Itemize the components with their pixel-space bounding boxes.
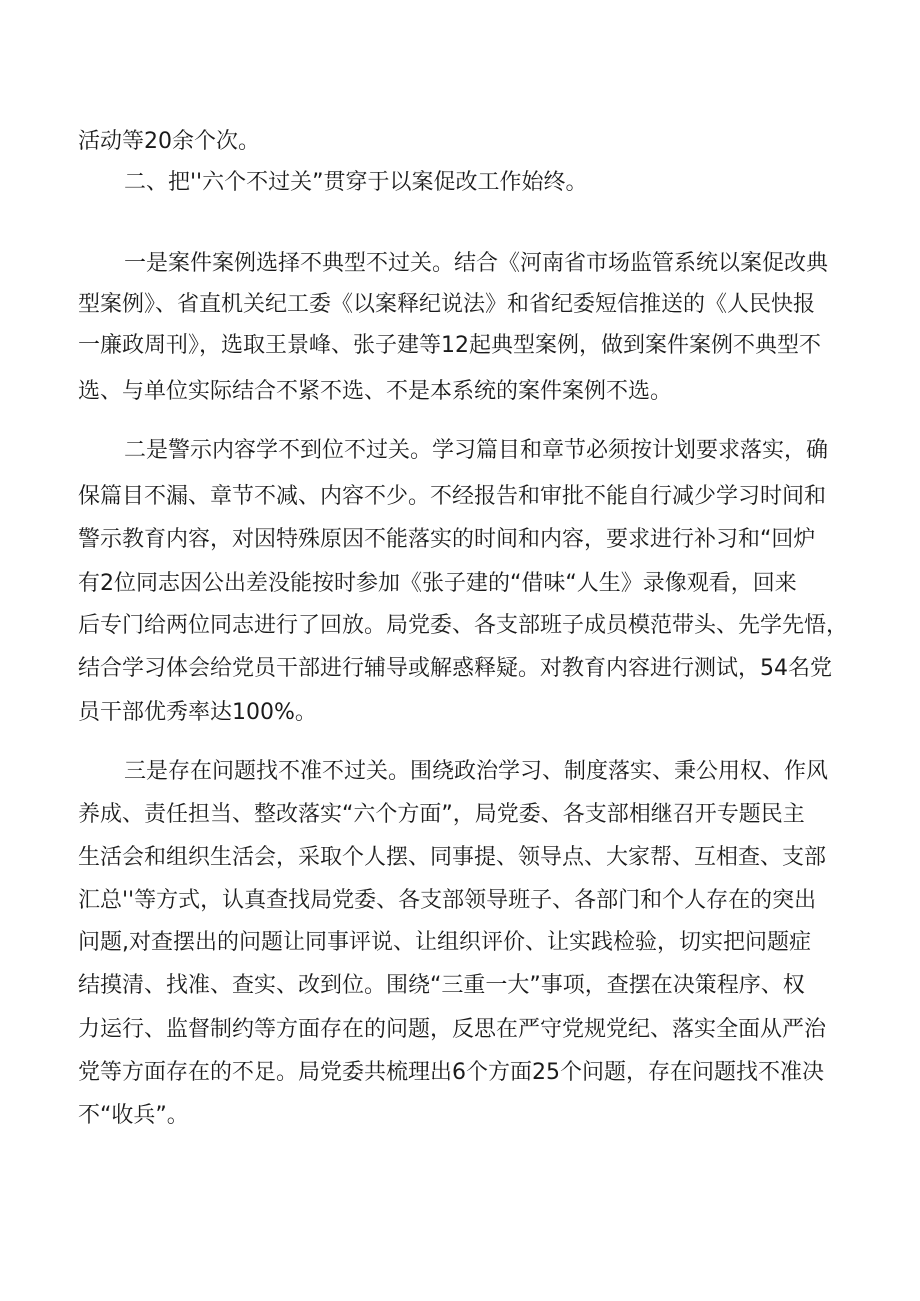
- text-line: 养成、责任担当、整改落实“六个方面”，局党委、各支部相继召开专题民主: [78, 802, 805, 827]
- text-line: 结摸清、找准、查实、改到位。围绕“三重一大”事项，查摆在决策程序、权: [78, 973, 805, 998]
- section-heading: 二、把''六个不过关”贯穿于以案促改工作始终。: [124, 170, 588, 195]
- text-line: 后专门给两位同志进行了回放。局党委、各支部班子成员模范带头、先学先悟，: [78, 613, 849, 638]
- text-line: 保篇目不漏、章节不减、内容不少。不经报告和审批不能自行减少学习时间和: [78, 484, 827, 509]
- text-line: 选、与单位实际结合不紧不选、不是本系统的案件案例不选。: [78, 379, 673, 404]
- text-line: 一廉政周刊》，选取王景峰、张子建等12起典型案例，做到案件案例不典型不: [78, 333, 821, 358]
- text-line: 生活会和组织生活会，采取个人摆、同事提、领导点、大家帮、互相查、支部: [78, 845, 827, 870]
- text-line: 汇总''等方式，认真查找局党委、各支部领导班子、各部门和个人存在的突出: [78, 888, 817, 913]
- text-line: 员干部优秀率达100%。: [78, 700, 317, 725]
- text-line: 一是案件案例选择不典型不过关。结合《河南省市场监管系统以案促改典: [124, 251, 829, 276]
- text-line: 党等方面存在的不足。局党委共梳理出6个方面25个问题，存在问题找不准决: [78, 1060, 824, 1085]
- text-line: 活动等20余个次。: [78, 129, 260, 154]
- text-line: 型案例》、省直机关纪工委《以案释纪说法》和省纪委短信推送的《人民快报: [78, 292, 816, 317]
- text-line: 警示教育内容，对因特殊原因不能落实的时间和内容，要求进行补习和“回炉: [78, 527, 816, 552]
- text-line: 二是警示内容学不到位不过关。学习篇目和章节必须按计划要求落实，确: [124, 438, 829, 463]
- text-line: 有2位同志因公出差没能按时参加《张子建的“借味“人生》录像观看，回来: [78, 571, 797, 596]
- text-line: 问题,对查摆出的问题让同事评说、让组织评价、让实践检验，切实把问题症: [78, 930, 811, 955]
- text-line: 不“收兵”。: [78, 1103, 189, 1128]
- text-line: 力运行、监督制约等方面存在的问题，反思在严守党规党纪、落实全面从严治: [78, 1017, 827, 1042]
- text-line: 三是存在问题找不准不过关。围绕政治学习、制度落实、秉公用权、作风: [124, 759, 829, 784]
- text-line: 结合学习体会给党员干部进行辅导或解惑释疑。对教育内容进行测试，54名党: [78, 656, 832, 681]
